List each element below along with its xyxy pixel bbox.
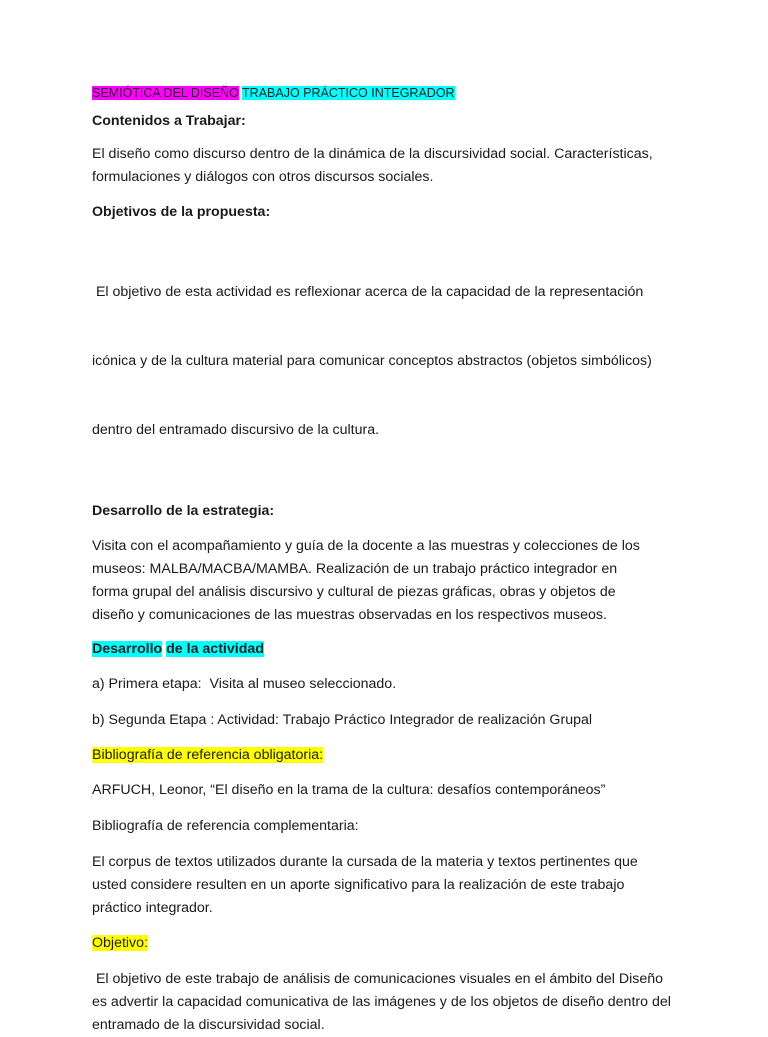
actividad-heading-highlight-2: de la actividad — [166, 641, 264, 657]
objetivo-heading — [92, 932, 682, 955]
objetivo-highlight: Objetivo: — [92, 935, 148, 951]
title-subject-highlight: SEMIÓTICA DEL DISEÑO — [92, 86, 239, 100]
estrategia-line: museos: MALBA/MACBA/MAMBA. Realización de un trabajo práctico integrador en — [92, 561, 618, 577]
objetivos-line: dentro del entramado discursivo de la cultura. — [92, 422, 380, 438]
biblio-obligatoria-heading — [92, 744, 682, 767]
document-title — [92, 84, 682, 102]
objetivos-heading: Objetivos de la propuesta: — [92, 204, 271, 220]
contenidos-line: El diseño como discurso dentro de la dinámica de la discursividad social. Características, — [92, 146, 653, 162]
objetivo-line: El objetivo de este trabajo de análisis de comunicaciones visuales en el ámbito del Diseño — [92, 971, 663, 987]
contenidos-line: formulaciones y diálogos con otros discursos sociales. — [92, 169, 434, 185]
biblio-complementaria-heading: Bibliografía de referencia complementaria: — [92, 818, 359, 834]
estrategia-line: forma grupal del análisis discursivo y cultural de piezas gráficas, obras y objetos de — [92, 584, 616, 600]
objetivos-line: icónica y de la cultura material para comunicar conceptos abstractos (objetos simbólicos) — [92, 353, 652, 369]
title-assignment-highlight: TRABAJO PRÁCTICO INTEGRADOR — [242, 86, 455, 100]
objetivo-line: entramado de la discursividad social. — [92, 1017, 325, 1033]
contenidos-heading: Contenidos a Trabajar: — [92, 113, 246, 129]
estrategia-heading: Desarrollo de la estrategia: — [92, 503, 275, 519]
etapa-a: a) Primera etapa: Visita al museo seleccionado. — [92, 676, 397, 692]
actividad-heading-highlight-1: Desarrollo — [92, 641, 163, 657]
biblio-obligatoria-highlight: Bibliografía de referencia obligatoria: — [92, 747, 324, 763]
objetivo-paragraph — [92, 968, 682, 1037]
etapa-b: b) Segunda Etapa : Actividad: Trabajo Práctico Integrador de realización Grupal — [92, 712, 593, 728]
contenidos-paragraph — [92, 143, 682, 189]
estrategia-line: Visita con el acompañamiento y guía de la docente a las muestras y colecciones de los — [92, 538, 640, 554]
objetivo-line: es advertir la capacidad comunicativa de las imágenes y de los objetos de diseño dentro del — [92, 994, 671, 1010]
objetivos-paragraph — [92, 235, 682, 488]
estrategia-paragraph — [92, 535, 682, 627]
biblio-complementaria-paragraph — [92, 851, 682, 920]
estrategia-line: diseño y comunicaciones de las muestras observadas en los respectivos museos. — [92, 607, 607, 623]
biblio-obligatoria-item: ARFUCH, Leonor, “El diseño en la trama de la cultura: desafíos contemporáneos” — [92, 782, 606, 798]
biblio-complementaria-line: práctico integrador. — [92, 900, 213, 916]
objetivos-line: El objetivo de esta actividad es reflexionar acerca de la capacidad de la representación — [92, 284, 644, 300]
actividad-heading — [92, 638, 682, 661]
biblio-complementaria-line: usted considere resulten en un aporte significativo para la realización de este trabajo — [92, 877, 625, 893]
biblio-complementaria-line: El corpus de textos utilizados durante la cursada de la materia y textos pertinentes que — [92, 854, 638, 870]
document-page — [92, 84, 682, 1037]
